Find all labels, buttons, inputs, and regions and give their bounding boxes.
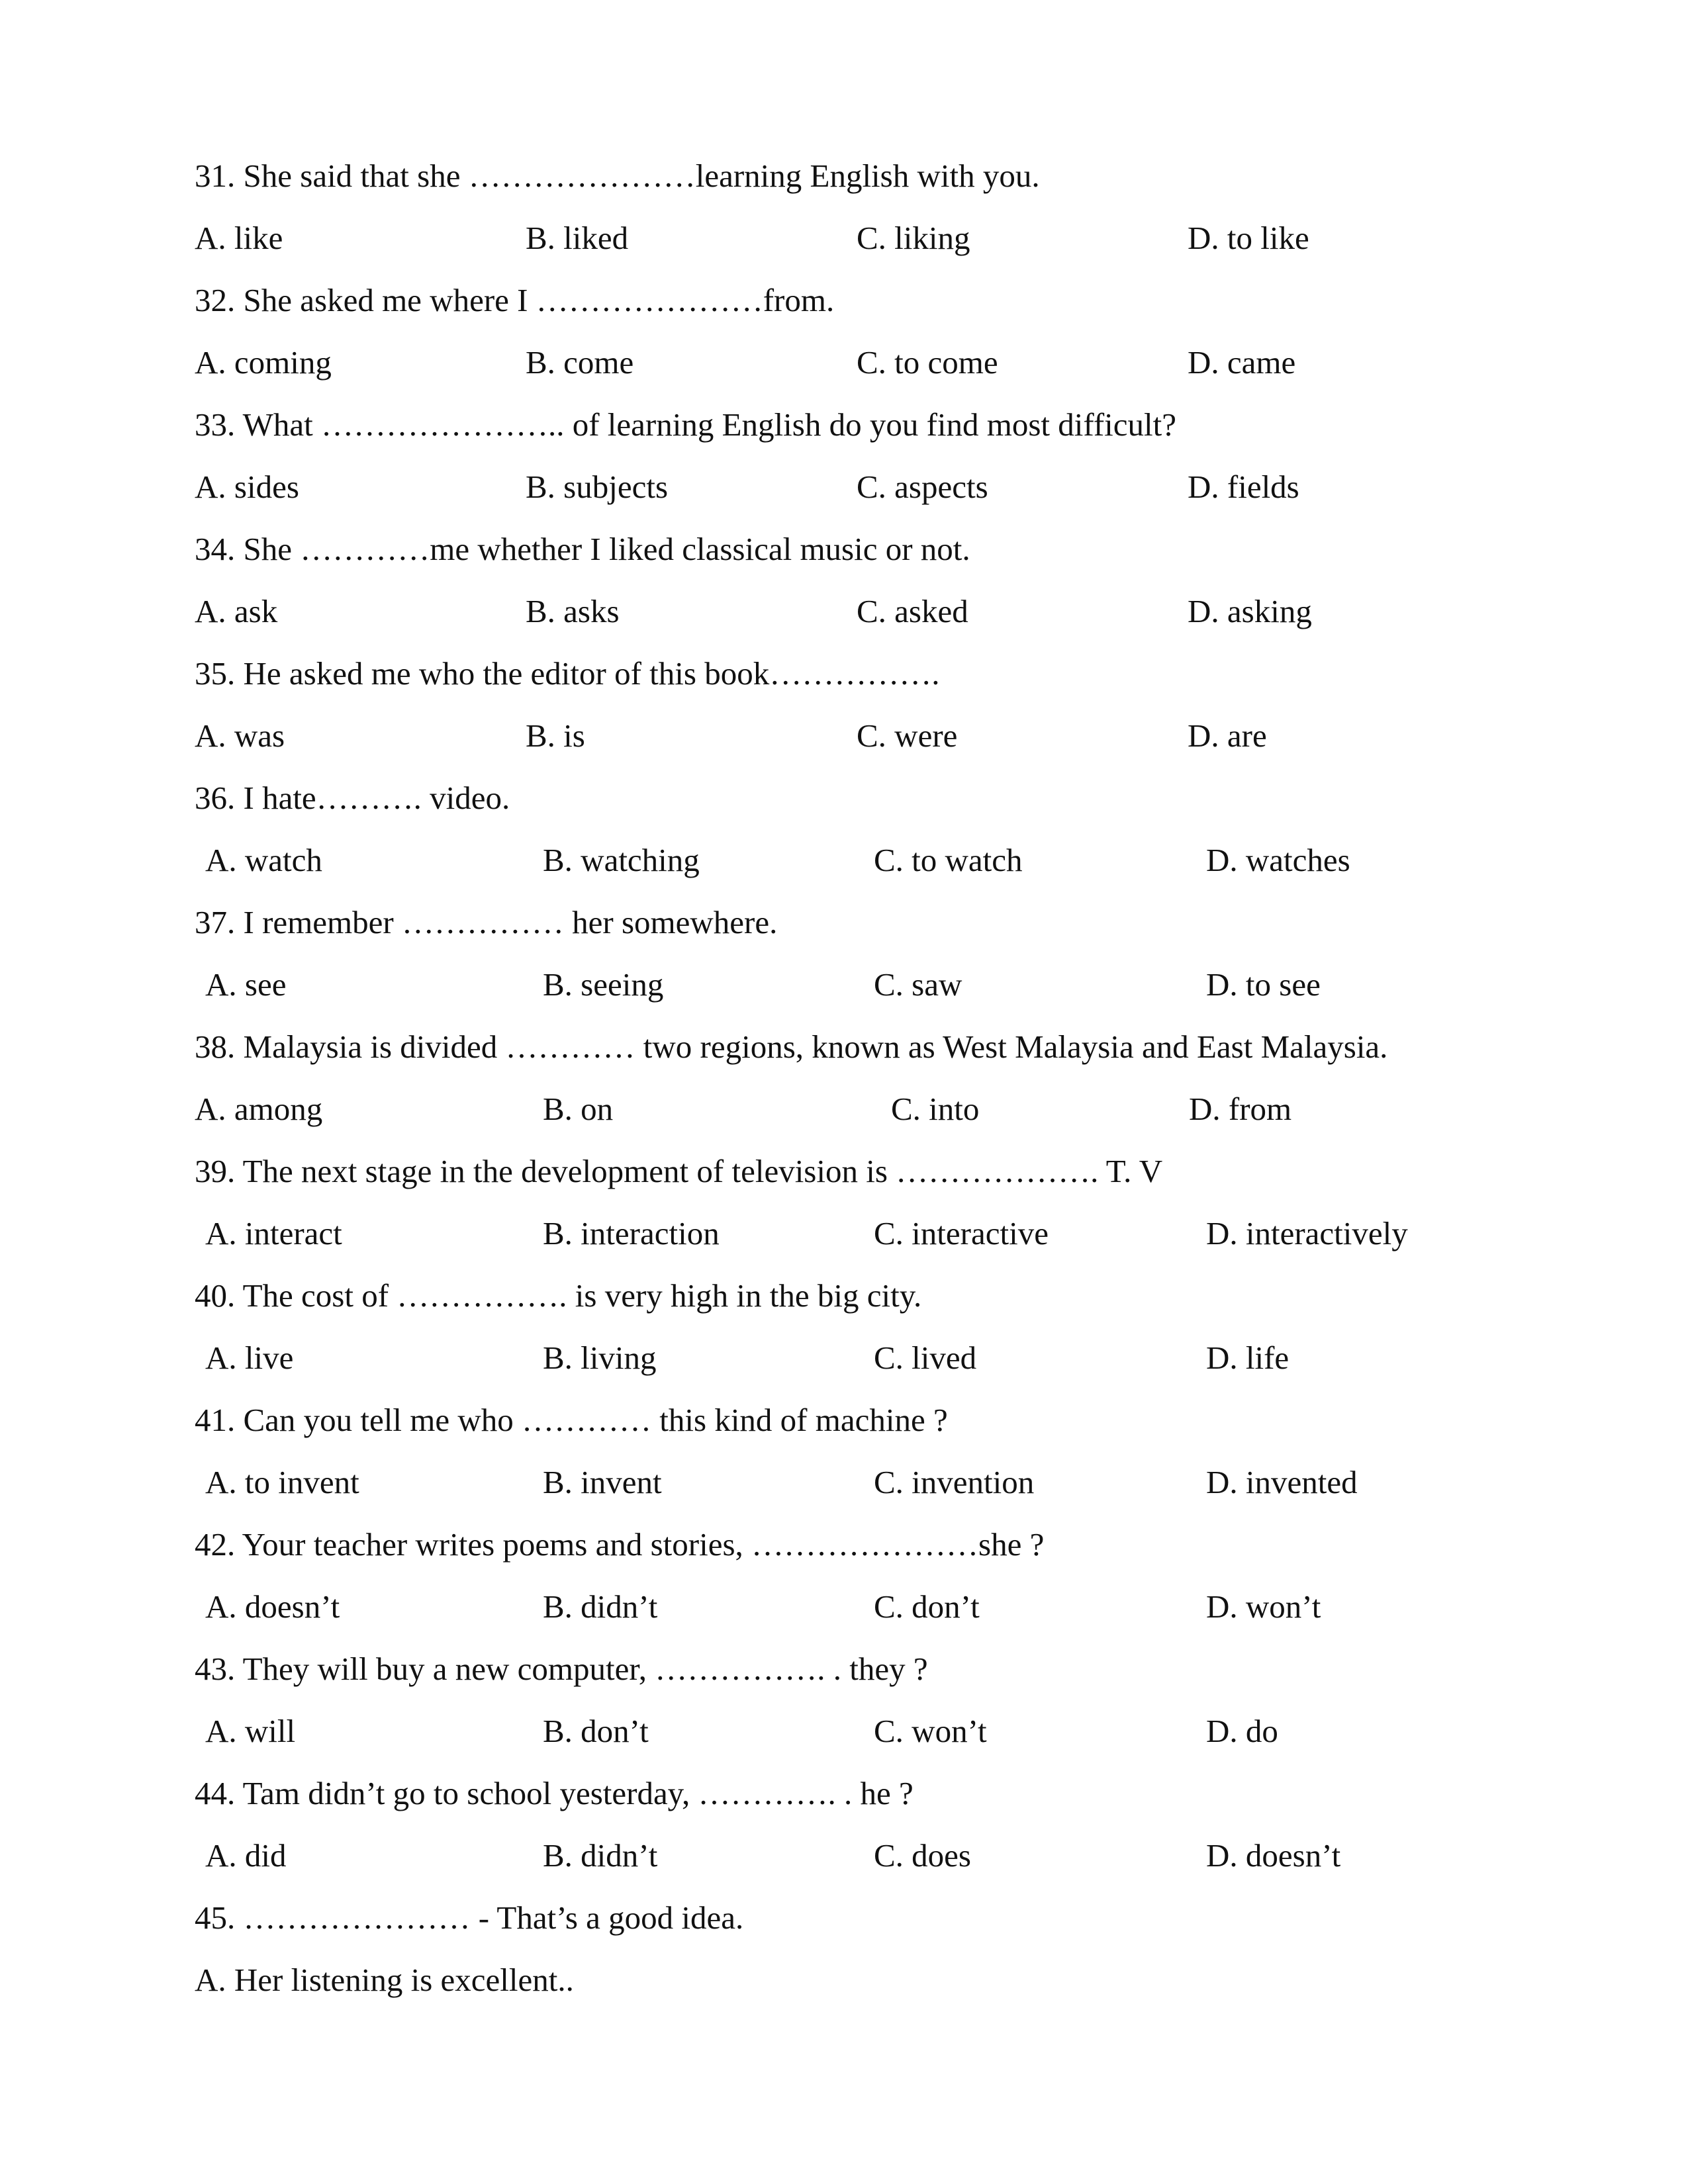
option-c: C. lived (874, 1340, 977, 1376)
option-b: B. liked (526, 220, 629, 256)
options-41 (195, 1463, 1519, 1502)
options-39 (195, 1214, 1519, 1253)
options-35 (195, 716, 1519, 756)
option-d: D. from (1189, 1091, 1292, 1127)
option-c: C. won’t (874, 1713, 987, 1749)
option-d: D. won’t (1206, 1588, 1321, 1625)
options-37 (195, 965, 1519, 1005)
option-b: B. come (526, 344, 634, 381)
option-c: C. into (891, 1091, 980, 1127)
options-45 (195, 1960, 1519, 2000)
option-b: B. living (543, 1340, 657, 1376)
option-b: B. on (543, 1091, 614, 1127)
options-33 (195, 467, 1519, 507)
question-44: 44. Tam didn’t go to school yesterday, …………. . he ? (195, 1775, 914, 1811)
question-37: 37. I remember …………… her somewhere. (195, 904, 778, 940)
option-c: C. were (857, 717, 958, 754)
option-b: B. invent (543, 1464, 662, 1500)
option-c: C. aspects (857, 469, 988, 505)
options-34 (195, 592, 1519, 631)
question-43: 43. They will buy a new computer, ……………. . they ? (195, 1651, 928, 1687)
options-44 (195, 1836, 1519, 1876)
option-d: D. invented (1206, 1464, 1358, 1500)
question-40: 40. The cost of ……………. is very high in the big city. (195, 1277, 922, 1314)
option-c: C. interactive (874, 1215, 1049, 1251)
options-43 (195, 1711, 1519, 1751)
option-b: B. seeing (543, 966, 664, 1003)
option-b: B. don’t (543, 1713, 649, 1749)
option-b: B. interaction (543, 1215, 720, 1251)
question-34: 34. She …………me whether I liked classical music or not. (195, 531, 970, 567)
option-a: A. interact (205, 1215, 342, 1251)
option-c: C. asked (857, 593, 968, 629)
option-a: A. coming (195, 344, 332, 381)
options-38 (195, 1089, 1519, 1129)
option-a: A. will (205, 1713, 296, 1749)
option-a: A. did (205, 1837, 287, 1874)
option-d: D. are (1188, 717, 1267, 754)
question-35: 35. He asked me who the editor of this book……………. (195, 655, 940, 692)
options-42 (195, 1587, 1519, 1627)
question-36: 36. I hate………. video. (195, 780, 510, 816)
option-d: D. watches (1206, 842, 1350, 878)
option-c: C. saw (874, 966, 962, 1003)
option-b: B. didn’t (543, 1837, 658, 1874)
option-a: A. Her listening is excellent.. (195, 1962, 574, 1998)
option-c: C. invention (874, 1464, 1035, 1500)
option-b: B. didn’t (543, 1588, 658, 1625)
option-c: C. to come (857, 344, 998, 381)
question-38: 38. Malaysia is divided ………… two regions, known as West Malaysia and East Malaysia. (195, 1028, 1388, 1065)
question-45: 45. ………………… - That’s a good idea. (195, 1899, 744, 1936)
question-42: 42. Your teacher writes poems and stories, …………………she ? (195, 1526, 1045, 1563)
options-32 (195, 343, 1519, 383)
option-a: A. to invent (205, 1464, 359, 1500)
option-c: C. to watch (874, 842, 1023, 878)
option-d: D. interactively (1206, 1215, 1408, 1251)
option-b: B. asks (526, 593, 620, 629)
option-a: A. like (195, 220, 283, 256)
option-a: A. doesn’t (205, 1588, 340, 1625)
options-31 (195, 218, 1519, 258)
option-a: A. live (205, 1340, 294, 1376)
question-33: 33. What ………………….. of learning English do you find most difficult? (195, 406, 1176, 443)
option-a: A. see (205, 966, 287, 1003)
option-d: D. do (1206, 1713, 1278, 1749)
option-a: A. among (195, 1091, 323, 1127)
option-c: C. liking (857, 220, 970, 256)
options-36 (195, 841, 1519, 880)
option-b: B. subjects (526, 469, 669, 505)
option-a: A. was (195, 717, 285, 754)
option-d: D. asking (1188, 593, 1312, 629)
option-b: B. is (526, 717, 585, 754)
option-c: C. does (874, 1837, 971, 1874)
option-d: D. fields (1188, 469, 1299, 505)
option-c: C. don’t (874, 1588, 980, 1625)
option-d: D. doesn’t (1206, 1837, 1341, 1874)
option-d: D. to like (1188, 220, 1309, 256)
question-31: 31. She said that she …………………learning English with you. (195, 158, 1040, 194)
options-40 (195, 1338, 1519, 1378)
option-a: A. ask (195, 593, 278, 629)
option-d: D. life (1206, 1340, 1289, 1376)
option-d: D. came (1188, 344, 1296, 381)
option-b: B. watching (543, 842, 700, 878)
option-a: A. sides (195, 469, 299, 505)
option-a: A. watch (205, 842, 322, 878)
question-41: 41. Can you tell me who ………… this kind of machine ? (195, 1402, 948, 1438)
question-32: 32. She asked me where I …………………from. (195, 282, 835, 318)
option-d: D. to see (1206, 966, 1321, 1003)
question-39: 39. The next stage in the development of television is ………………. T. V (195, 1153, 1163, 1189)
